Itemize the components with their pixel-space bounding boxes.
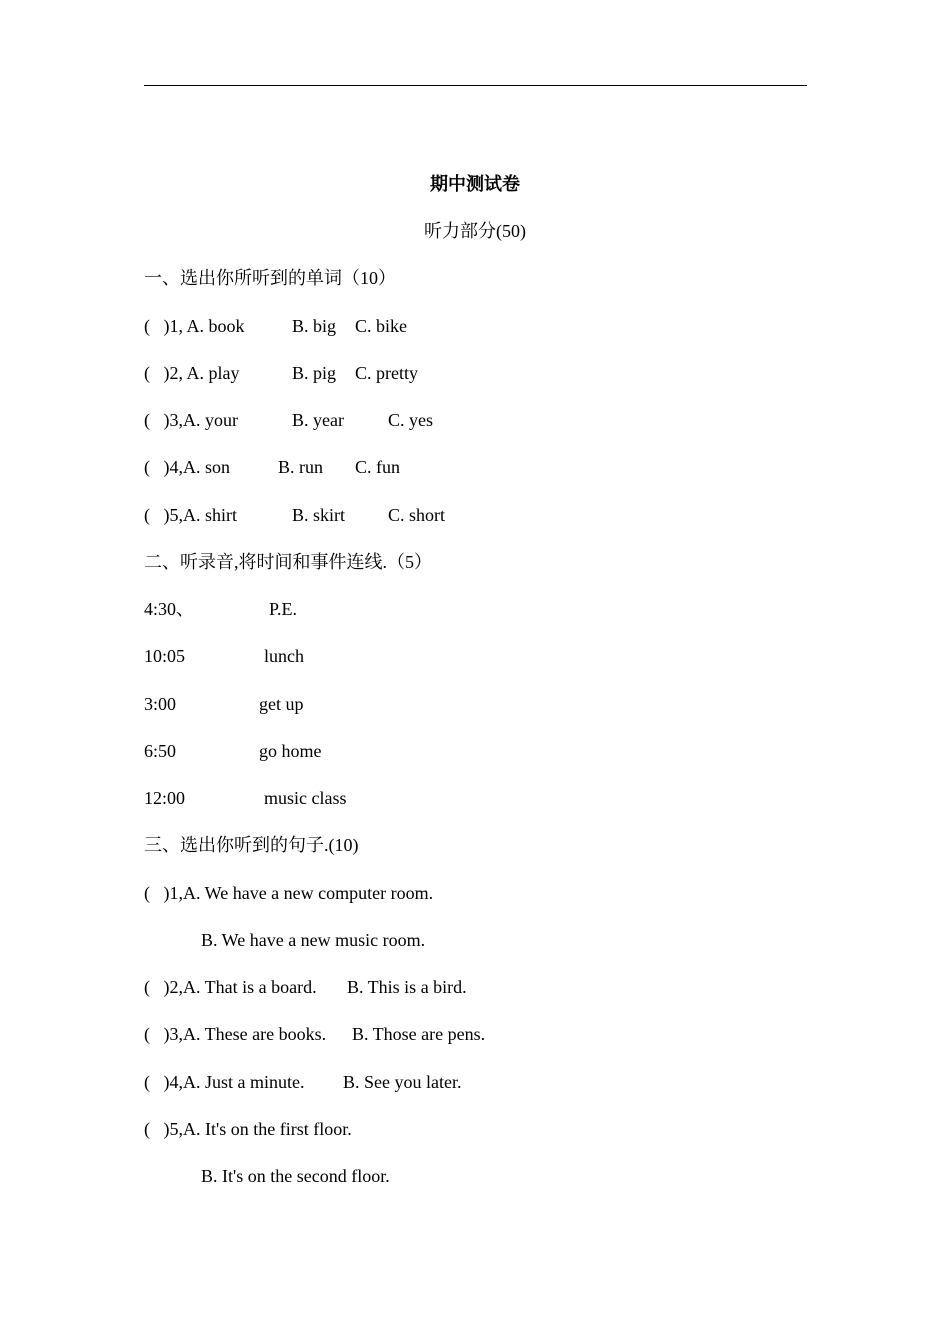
section2-heading: 二、听录音,将时间和事件连线.（5） [144,552,432,572]
option-b: B. skirt [292,505,346,525]
match-event: lunch [264,646,304,666]
question-stem: ( )4,A. son [144,457,230,477]
option-b: B. run [278,457,323,477]
word-question-2 [144,361,644,385]
question-stem: ( )1, A. book [144,316,245,336]
option-c: C. pretty [355,363,418,383]
option-b: B. pig [292,363,337,383]
option-a: ( )4,A. Just a minute. [144,1072,305,1092]
sentence-question-5-b: B. It's on the second floor. [201,1166,390,1186]
question-stem: ( )3,A. your [144,410,238,430]
option-b: B. This is a bird. [347,977,467,997]
word-question-5 [144,503,644,527]
option-a: ( )3,A. These are books. [144,1024,327,1044]
option-b: B. See you later. [343,1072,462,1092]
option-c: C. bike [355,316,407,336]
match-row-2 [144,644,544,668]
option-c: C. yes [388,410,433,430]
sentence-question-2 [144,975,644,999]
match-event: get up [259,694,304,714]
page-subtitle: 听力部分(50) [424,221,526,241]
match-event: P.E. [269,599,298,619]
sentence-question-4 [144,1070,644,1094]
match-time: 6:50 [144,741,177,761]
option-b: B. year [292,410,344,430]
word-question-4 [144,455,644,479]
page-title: 期中测试卷 [430,174,520,194]
match-time: 3:00 [144,694,177,714]
match-time: 4:30、 [144,599,195,619]
option-b: B. big [292,316,337,336]
word-question-3 [144,408,644,432]
match-event: music class [264,788,347,808]
match-row-4 [144,739,544,763]
option-a: ( )2,A. That is a board. [144,977,317,997]
word-question-1 [144,314,644,338]
question-stem: ( )2, A. play [144,363,240,383]
question-stem: ( )5,A. shirt [144,505,237,525]
option-b: B. Those are pens. [352,1024,486,1044]
section3-heading: 三、选出你听到的句子.(10) [144,835,359,855]
match-event: go home [259,741,322,761]
option-c: C. fun [355,457,400,477]
match-time: 10:05 [144,646,186,666]
section1-heading: 一、选出你所听到的单词（10） [144,268,396,288]
match-time: 12:00 [144,788,186,808]
sentence-question-1-a: ( )1,A. We have a new computer room. [144,883,434,903]
sentence-question-5-a: ( )5,A. It's on the first floor. [144,1119,352,1139]
sentence-question-1-b: B. We have a new music room. [201,930,426,950]
header-rule [144,85,807,86]
option-c: C. short [388,505,446,525]
match-row-3 [144,692,544,716]
match-row-1 [144,597,544,621]
match-row-5 [144,786,544,810]
sentence-question-3 [144,1022,644,1046]
